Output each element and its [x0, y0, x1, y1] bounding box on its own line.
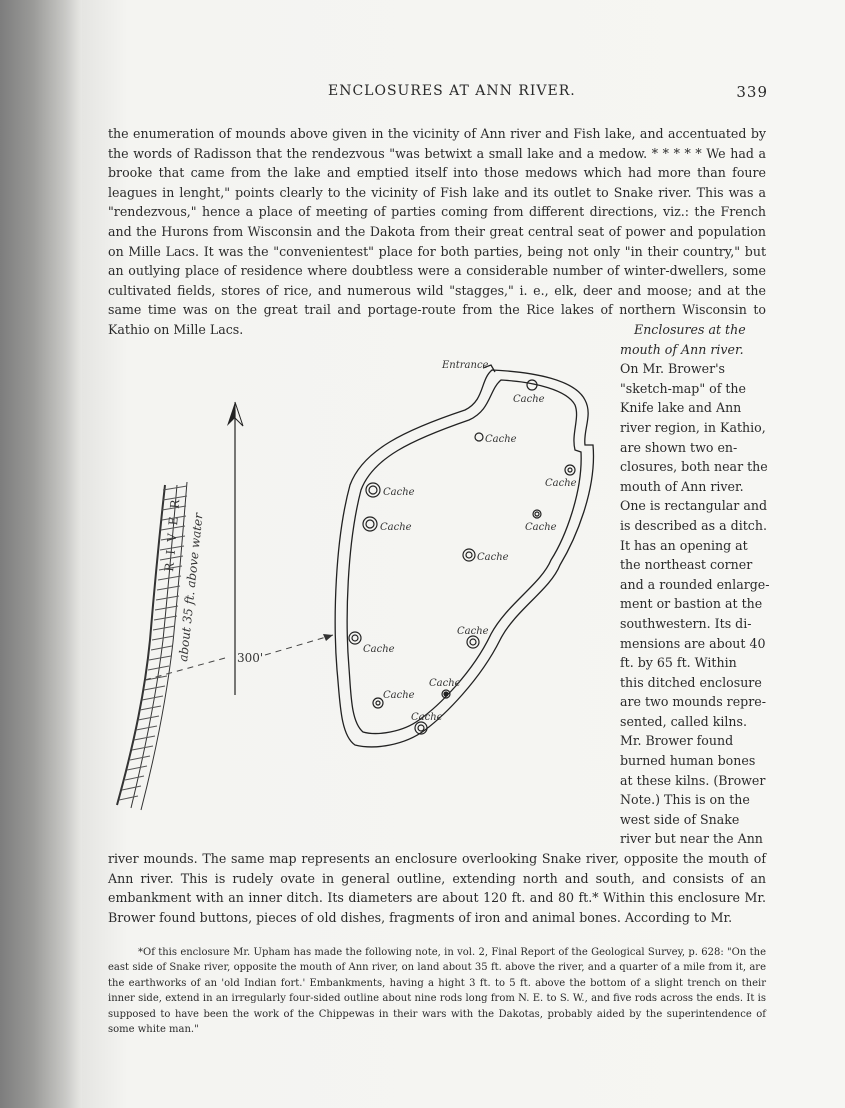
- river-label: RIVER: [162, 491, 183, 573]
- cache-marker-inner: [352, 635, 358, 641]
- side-line: west side of Snake: [620, 811, 740, 827]
- distance-label: 300': [237, 651, 264, 665]
- cache-marker-inner: [535, 512, 539, 516]
- cache-label: Cache: [380, 522, 412, 533]
- footnote: [108, 945, 766, 1037]
- book-gutter: [0, 0, 82, 1108]
- side-line: river region, in Kathio,: [620, 419, 766, 435]
- side-line: at these kilns. (Brower: [620, 772, 766, 788]
- cache-label: Cache: [485, 434, 517, 445]
- side-line: Note.) This is on the: [620, 792, 750, 808]
- map-svg: [105, 350, 625, 820]
- side-line: the northeast corner: [620, 557, 753, 573]
- cache-marker-inner: [376, 701, 380, 705]
- footnote-text: *Of this enclosure Mr. Upham has made the following note, in vol. 2, Final Report of the Geological Survey, p. 628: "On the east side of Snake river, opposite the mouth of Ann river, on land about 35 ft. above the river, and a quarter of a mile from it, are the earthworks of an 'old Indian fort.' Embankments, having a hight 3 ft. to 5 ft. above the bottom of a slight trench on their inner side, extend in an irregularly four-sided outline about nine rods long from N. E. to S. W., and five rods across the ends. It is supposed to have been the work of the Chippewas in their wars with the Dakotas, probably aided by the superintendence of some white man.": [108, 947, 766, 1036]
- cache-label: Cache: [525, 522, 557, 533]
- side-line: On Mr. Brower's: [620, 361, 726, 377]
- side-line: Knife lake and Ann: [620, 400, 742, 416]
- side-line: mouth of Ann river.: [620, 478, 744, 494]
- cache-marker-inner: [366, 520, 374, 528]
- side-line: river but near the Ann: [620, 831, 763, 847]
- side-line: mensions are about 40: [620, 635, 766, 651]
- side-line: and a rounded enlarge-: [620, 576, 770, 592]
- page-number: 339: [736, 83, 768, 101]
- side-column: [620, 320, 770, 849]
- cache-marker: [533, 510, 541, 518]
- cache-marker-inner: [444, 692, 448, 696]
- enclosure-sketch-map: [105, 350, 625, 824]
- side-line: is described as a ditch.: [620, 517, 767, 533]
- cache-label: Cache: [477, 552, 509, 563]
- side-heading-line-1: Enclosures at the: [634, 322, 746, 337]
- cache-label: Cache: [383, 690, 415, 701]
- cache-marker-inner: [466, 552, 472, 558]
- side-line: sented, called kilns.: [620, 713, 748, 729]
- cache-marker-inner: [418, 725, 424, 731]
- side-line: burned human bones: [620, 753, 756, 769]
- cache-marker-inner: [369, 486, 377, 494]
- cache-marker: [363, 517, 377, 531]
- cache-marker: [349, 632, 361, 644]
- side-line: One is rectangular and: [620, 498, 768, 514]
- entrance-label: Entrance: [442, 360, 489, 371]
- cache-marker-inner: [568, 468, 572, 472]
- cache-label: Cache: [383, 487, 415, 498]
- paragraph-2: river mounds. The same map represents an enclosure overlooking Snake river, opposite the mouth of Ann river. This is rudely ovate in general outline, extending north and south, and consists of an embankment with an inner ditch. Its diameters are about 120 ft. and 80 ft.* Within this enclosure Mr. Brower found buttons, pieces of old dishes, fragments of iron and animal bones. According to Mr.: [108, 851, 766, 925]
- side-heading-line-2: mouth of Ann river.: [620, 341, 744, 357]
- cache-label: Cache: [513, 394, 545, 405]
- cache-label: Cache: [457, 626, 489, 637]
- cache-label: Cache: [429, 678, 461, 689]
- cache-label: Cache: [363, 644, 395, 655]
- side-line: ft. by 65 ft. Within: [620, 655, 737, 671]
- cache-label: Cache: [411, 712, 443, 723]
- elevation-label: about 35 ft. above water: [176, 512, 206, 663]
- paragraph-1: the enumeration of mounds above given in the vicinity of Ann river and Fish lake, and accentuated by the words of Radisson that the rendezvous "was betwixt a small lake and a medow. * * * * * We had a brooke that came from the lake and emptied itself into those medows which had more than foure leagues in lenght," points clearly to the vicinity of Fish lake and its outlet to Snake river. This was a "rendezvous," hence a place of meeting of parties coming from different directions, viz.: the French and the Hurons from Wisconsin and the Dakota from their great central seat of power and population on Mille Lacs. It was the "convenientest" place for both parties, being not only "in their country," but an outlying place of residence where doubtless were a considerable number of winter-dwellers, some cultivated fields, stores of rice, and numerous wild "stagges," i. e., elk, deer and moose; and at the same time was on the great trail and portage-route from the Rice lakes of northern Wisconsin to Kathio on Mille Lacs.: [108, 126, 766, 337]
- enclosure-outline: [335, 365, 593, 747]
- cache-marker: [463, 549, 475, 561]
- cache-marker-inner: [470, 639, 476, 645]
- running-title: ENCLOSURES AT ANN RIVER.: [328, 83, 576, 99]
- side-line: southwestern. Its di-: [620, 615, 752, 631]
- cache-marker: [373, 698, 383, 708]
- cache-label: Cache: [545, 478, 577, 489]
- cache-marker: [475, 433, 483, 441]
- caches: [349, 380, 577, 734]
- side-line: It has an opening at: [620, 537, 748, 553]
- side-line: are two mounds repre-: [620, 694, 766, 710]
- cache-marker: [565, 465, 575, 475]
- side-line: closures, both near the: [620, 459, 768, 475]
- cache-marker: [366, 483, 380, 497]
- side-line: are shown two en-: [620, 439, 738, 455]
- side-line: ment or bastion at the: [620, 596, 763, 612]
- cache-marker: [467, 636, 479, 648]
- side-line: this ditched enclosure: [620, 674, 762, 690]
- side-line: Mr. Brower found: [620, 733, 734, 749]
- side-line: "sketch-map" of the: [620, 380, 746, 396]
